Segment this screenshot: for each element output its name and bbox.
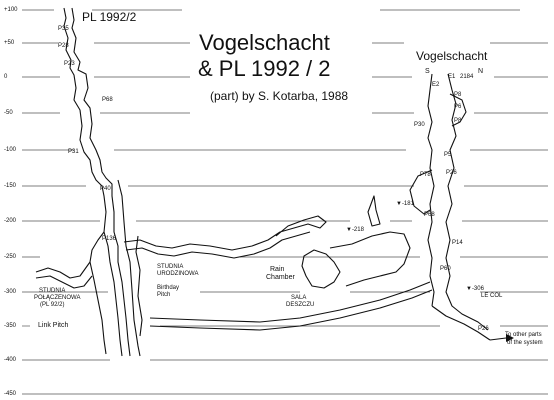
depth-label-8: -300 xyxy=(4,289,17,295)
sala-deszczu-2: DESZCZU xyxy=(286,302,315,308)
left-pitch-label-3: P68 xyxy=(102,97,113,103)
right-pitch-label-4: P6 xyxy=(454,104,462,110)
arrow-line xyxy=(490,338,506,340)
studnia-polaczenowa-3: (PL 92/2) xyxy=(40,302,65,308)
right-pitch-label-7: P5 xyxy=(444,152,452,158)
left-pitch-label-6: P136 xyxy=(102,236,117,242)
right-pitch-label-8: P26 xyxy=(446,170,457,176)
depth-label-10: -400 xyxy=(4,357,17,363)
subtitle: (part) by S. Kotarba, 1988 xyxy=(210,89,349,103)
right-pitch-label-12: P60 xyxy=(440,266,451,272)
depth-label-9: -350 xyxy=(4,323,17,329)
station-label-1: ▼-218 xyxy=(346,227,364,233)
depth-label-6: -200 xyxy=(4,218,17,224)
depth-label-5: -150 xyxy=(4,183,17,189)
left-shaft-wall-c xyxy=(118,180,140,356)
rain-chamber-1: Rain xyxy=(270,266,285,273)
right-pitch-label-0: E2 xyxy=(432,82,440,88)
left-pitch-label-1: P28 xyxy=(58,43,69,49)
birthday-pitch-1: Birthday xyxy=(157,285,180,291)
depth-label-11: -450 xyxy=(4,391,17,397)
right-pitch-label-13: P26 xyxy=(478,326,489,332)
right-pitch-label-9: P78 xyxy=(420,172,431,178)
studnia-urodzinowa-1: STUDNIA xyxy=(157,264,184,270)
station-label-0: ▼-181 xyxy=(396,201,414,207)
left-shaft-wall-b xyxy=(72,8,130,356)
depth-label-4: -100 xyxy=(4,147,17,153)
depth-label-2: 0 xyxy=(4,74,8,80)
right-pitch-label-11: P14 xyxy=(452,240,463,246)
left-pitch-label-4: P31 xyxy=(68,149,79,155)
cave-left-label: PL 1992/2 xyxy=(82,10,137,24)
compass-north: N xyxy=(478,68,484,75)
studnia-polaczenowa-2: POŁĄCZENOWA xyxy=(34,295,81,301)
rain-chamber-2: Chamber xyxy=(266,274,295,281)
studnia-polaczenowa-1: STUDNIA xyxy=(39,288,66,294)
station-spike xyxy=(368,196,380,226)
right-shaft-wall-c xyxy=(432,306,490,340)
depth-label-7: -250 xyxy=(4,254,17,260)
station-label-2: ▼-306 xyxy=(466,286,484,292)
le-col: LE COL xyxy=(481,293,503,299)
left-pitch-label-5: P40 xyxy=(100,186,111,192)
other-parts-2: of the system xyxy=(507,340,543,346)
left-birthday-pitch xyxy=(136,236,142,336)
right-pitch-label-3: P8 xyxy=(454,92,462,98)
title-line-1: Vogelschacht xyxy=(199,30,330,55)
sala-deszczu-1: SALA xyxy=(291,295,307,301)
middle-crossing xyxy=(330,232,410,286)
right-pitch-label-1: E1 xyxy=(448,74,456,80)
left-side-branch xyxy=(90,232,106,354)
other-parts-1: To other parts xyxy=(505,332,542,338)
right-pitch-label-6: P8 xyxy=(454,118,462,124)
cave-right-label: Vogelschacht xyxy=(416,49,488,63)
title-line-2: & PL 1992 / 2 xyxy=(198,56,331,81)
right-pitch-label-10: P68 xyxy=(424,212,435,218)
depth-label-0: +100 xyxy=(4,7,18,13)
rain-chamber xyxy=(302,250,340,288)
birthday-pitch-2: Pitch xyxy=(157,292,171,298)
depth-label-1: +50 xyxy=(4,40,15,46)
left-pitch-label-2: P23 xyxy=(64,61,75,67)
studnia-urodzinowa-2: URODZINOWA xyxy=(157,271,199,277)
depth-label-3: -50 xyxy=(4,110,13,116)
compass-south: S xyxy=(425,68,430,75)
link-pitch: Link Pitch xyxy=(38,322,69,329)
right-pitch-label-2: 2184 xyxy=(460,74,474,80)
right-shaft-wall-a xyxy=(428,74,434,306)
left-link-pitch-b xyxy=(36,276,92,288)
right-pitch-label-5: P30 xyxy=(414,122,425,128)
left-pitch-label-0: P35 xyxy=(58,26,69,32)
left-link-pitch xyxy=(36,262,90,278)
